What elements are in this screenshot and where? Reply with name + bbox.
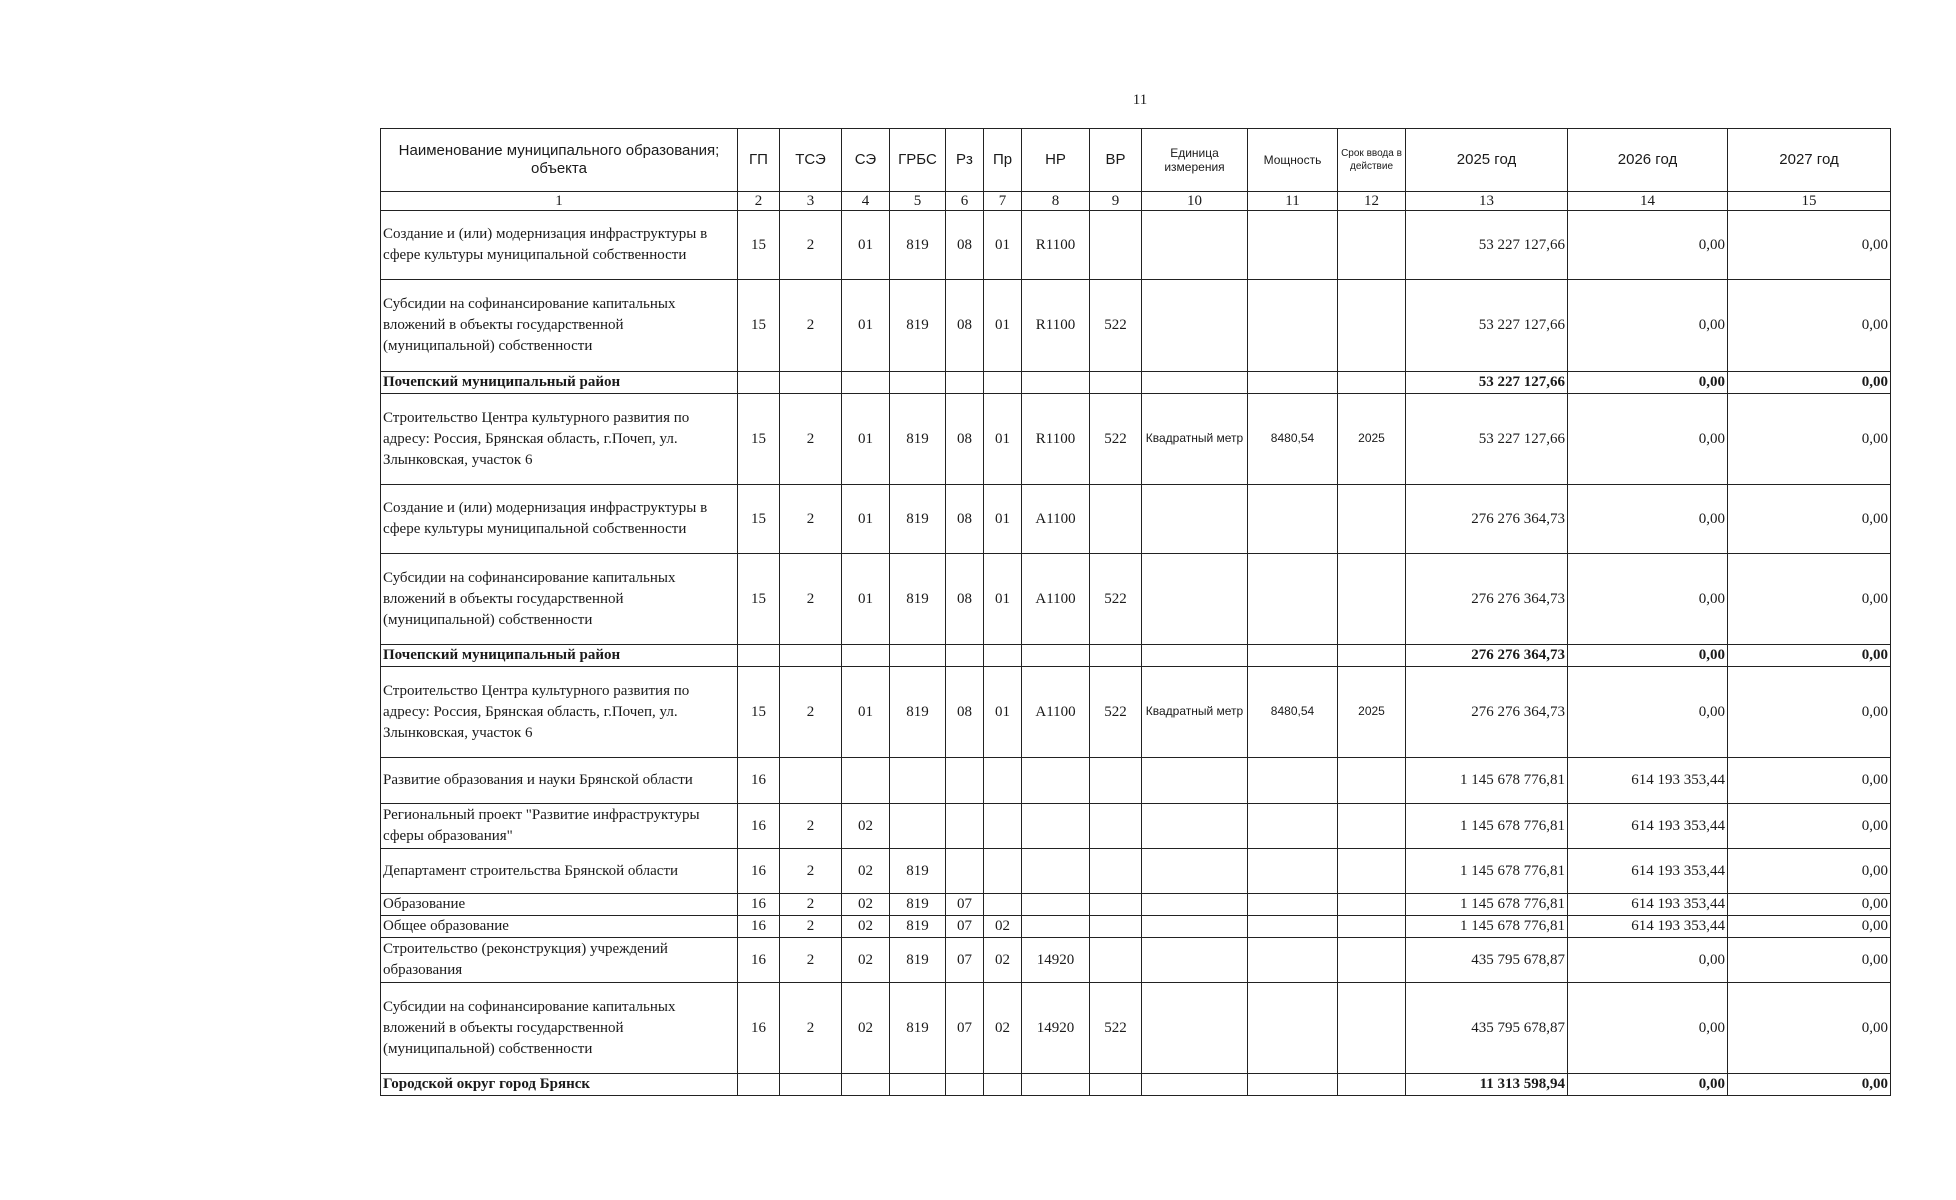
cell-term	[1338, 758, 1406, 804]
cell-2025: 53 227 127,66	[1406, 372, 1568, 394]
cell-2025: 53 227 127,66	[1406, 280, 1568, 372]
cell-tse: 2	[780, 894, 842, 916]
cell-nr	[1022, 758, 1090, 804]
cell-grbs: 819	[890, 938, 946, 983]
cell-tse	[780, 1074, 842, 1096]
cell-power	[1248, 849, 1338, 894]
cell-grbs: 819	[890, 983, 946, 1074]
cell-term	[1338, 211, 1406, 280]
cell-rz	[946, 804, 984, 849]
cell-2027: 0,00	[1728, 645, 1891, 667]
cell-gp: 15	[738, 280, 780, 372]
cell-nr: 14920	[1022, 938, 1090, 983]
cell-name: Создание и (или) модернизация инфраструктуры в сфере культуры муниципальной собственности	[381, 211, 738, 280]
table-row	[381, 211, 1891, 280]
cell-term	[1338, 372, 1406, 394]
cell-unit	[1142, 372, 1248, 394]
header-vr: ВР	[1090, 129, 1142, 192]
cell-tse: 2	[780, 804, 842, 849]
cell-pr: 02	[984, 983, 1022, 1074]
table-body	[381, 192, 1891, 1096]
cell-unit	[1142, 849, 1248, 894]
table-row	[381, 849, 1891, 894]
cell-rz: 07	[946, 983, 984, 1074]
cell-power	[1248, 938, 1338, 983]
cell-power	[1248, 804, 1338, 849]
cell-pr: 01	[984, 554, 1022, 645]
cell-nr	[1022, 894, 1090, 916]
cell-grbs: 819	[890, 211, 946, 280]
cell-2025: 1 145 678 776,81	[1406, 894, 1568, 916]
cell-2027: 0,00	[1728, 667, 1891, 758]
header-power: Мощность	[1248, 129, 1338, 192]
cell-unit	[1142, 894, 1248, 916]
cell-gp: 16	[738, 916, 780, 938]
cell-tse: 2	[780, 554, 842, 645]
column-number: 14	[1568, 192, 1728, 211]
cell-unit	[1142, 1074, 1248, 1096]
cell-2025: 435 795 678,87	[1406, 938, 1568, 983]
cell-vr: 522	[1090, 983, 1142, 1074]
cell-2026: 0,00	[1568, 372, 1728, 394]
cell-se: 01	[842, 394, 890, 485]
cell-name: Субсидии на софинансирование капитальных вложений в объекты государственной (муниципальной) собственности	[381, 280, 738, 372]
column-number: 13	[1406, 192, 1568, 211]
cell-rz: 08	[946, 554, 984, 645]
cell-nr: A1100	[1022, 667, 1090, 758]
cell-tse: 2	[780, 211, 842, 280]
cell-term: 2025	[1338, 394, 1406, 485]
cell-unit	[1142, 645, 1248, 667]
cell-se	[842, 758, 890, 804]
cell-grbs	[890, 804, 946, 849]
cell-2027: 0,00	[1728, 938, 1891, 983]
cell-2025: 1 145 678 776,81	[1406, 758, 1568, 804]
table-row	[381, 804, 1891, 849]
cell-rz: 08	[946, 485, 984, 554]
cell-tse: 2	[780, 916, 842, 938]
cell-2027: 0,00	[1728, 894, 1891, 916]
cell-term	[1338, 485, 1406, 554]
column-number: 10	[1142, 192, 1248, 211]
cell-2026: 614 193 353,44	[1568, 894, 1728, 916]
table-row	[381, 667, 1891, 758]
cell-2027: 0,00	[1728, 394, 1891, 485]
cell-pr	[984, 372, 1022, 394]
cell-name: Образование	[381, 894, 738, 916]
cell-vr	[1090, 849, 1142, 894]
cell-gp	[738, 645, 780, 667]
cell-nr: A1100	[1022, 554, 1090, 645]
cell-nr	[1022, 849, 1090, 894]
table-row	[381, 938, 1891, 983]
cell-pr	[984, 645, 1022, 667]
cell-power	[1248, 645, 1338, 667]
cell-2025: 1 145 678 776,81	[1406, 849, 1568, 894]
header-2027: 2027 год	[1728, 129, 1891, 192]
header-unit: Единица измерения	[1142, 129, 1248, 192]
cell-vr	[1090, 804, 1142, 849]
cell-2026: 0,00	[1568, 394, 1728, 485]
table-row	[381, 394, 1891, 485]
cell-vr: 522	[1090, 554, 1142, 645]
cell-name: Почепский муниципальный район	[381, 645, 738, 667]
cell-tse: 2	[780, 280, 842, 372]
cell-term: 2025	[1338, 667, 1406, 758]
cell-2027: 0,00	[1728, 554, 1891, 645]
cell-2027: 0,00	[1728, 916, 1891, 938]
cell-2027: 0,00	[1728, 758, 1891, 804]
cell-2026: 614 193 353,44	[1568, 758, 1728, 804]
header-row	[381, 129, 1891, 192]
cell-2027: 0,00	[1728, 804, 1891, 849]
cell-se: 02	[842, 916, 890, 938]
column-number: 1	[381, 192, 738, 211]
cell-rz: 08	[946, 394, 984, 485]
cell-tse	[780, 758, 842, 804]
cell-2026: 0,00	[1568, 485, 1728, 554]
cell-gp: 16	[738, 983, 780, 1074]
cell-se: 01	[842, 280, 890, 372]
cell-vr: 522	[1090, 667, 1142, 758]
cell-grbs: 819	[890, 554, 946, 645]
cell-unit: Квадратный метр	[1142, 394, 1248, 485]
cell-se	[842, 372, 890, 394]
cell-gp: 16	[738, 758, 780, 804]
cell-power	[1248, 1074, 1338, 1096]
cell-2026: 0,00	[1568, 1074, 1728, 1096]
cell-power	[1248, 485, 1338, 554]
column-number: 2	[738, 192, 780, 211]
cell-name: Городской округ город Брянск	[381, 1074, 738, 1096]
cell-2026: 0,00	[1568, 983, 1728, 1074]
cell-grbs: 819	[890, 916, 946, 938]
cell-2025: 1 145 678 776,81	[1406, 916, 1568, 938]
cell-term	[1338, 804, 1406, 849]
cell-power	[1248, 916, 1338, 938]
cell-unit	[1142, 758, 1248, 804]
cell-grbs: 819	[890, 849, 946, 894]
cell-nr: R1100	[1022, 280, 1090, 372]
column-number: 12	[1338, 192, 1406, 211]
cell-pr	[984, 1074, 1022, 1096]
header-name: Наименование муниципального образования; объекта	[381, 129, 738, 192]
cell-2026: 0,00	[1568, 667, 1728, 758]
cell-unit: Квадратный метр	[1142, 667, 1248, 758]
cell-2027: 0,00	[1728, 211, 1891, 280]
header-2026: 2026 год	[1568, 129, 1728, 192]
cell-pr	[984, 849, 1022, 894]
cell-2027: 0,00	[1728, 485, 1891, 554]
cell-se: 01	[842, 667, 890, 758]
cell-rz	[946, 758, 984, 804]
cell-rz	[946, 849, 984, 894]
cell-tse	[780, 372, 842, 394]
header-tse: ТСЭ	[780, 129, 842, 192]
cell-name: Региональный проект "Развитие инфраструктуры сферы образования"	[381, 804, 738, 849]
table-row	[381, 894, 1891, 916]
cell-gp: 15	[738, 211, 780, 280]
cell-2027: 0,00	[1728, 983, 1891, 1074]
cell-vr	[1090, 1074, 1142, 1096]
header-gp: ГП	[738, 129, 780, 192]
cell-vr	[1090, 372, 1142, 394]
cell-grbs	[890, 1074, 946, 1096]
cell-term	[1338, 983, 1406, 1074]
cell-unit	[1142, 280, 1248, 372]
cell-vr	[1090, 894, 1142, 916]
cell-vr	[1090, 645, 1142, 667]
cell-se: 01	[842, 211, 890, 280]
cell-vr	[1090, 916, 1142, 938]
cell-2027: 0,00	[1728, 372, 1891, 394]
cell-se	[842, 1074, 890, 1096]
cell-rz: 07	[946, 938, 984, 983]
cell-tse: 2	[780, 485, 842, 554]
header-grbs: ГРБС	[890, 129, 946, 192]
table-row	[381, 372, 1891, 394]
cell-vr: 522	[1090, 280, 1142, 372]
cell-pr: 02	[984, 938, 1022, 983]
cell-grbs: 819	[890, 667, 946, 758]
cell-term	[1338, 280, 1406, 372]
cell-unit	[1142, 938, 1248, 983]
cell-pr: 01	[984, 485, 1022, 554]
cell-rz	[946, 1074, 984, 1096]
cell-rz: 07	[946, 916, 984, 938]
cell-vr	[1090, 485, 1142, 554]
cell-vr: 522	[1090, 394, 1142, 485]
cell-se: 01	[842, 554, 890, 645]
cell-term	[1338, 916, 1406, 938]
cell-grbs: 819	[890, 394, 946, 485]
cell-unit	[1142, 916, 1248, 938]
cell-2025: 435 795 678,87	[1406, 983, 1568, 1074]
cell-2025: 1 145 678 776,81	[1406, 804, 1568, 849]
cell-term	[1338, 849, 1406, 894]
cell-nr: R1100	[1022, 394, 1090, 485]
cell-grbs	[890, 758, 946, 804]
cell-grbs	[890, 645, 946, 667]
cell-gp: 16	[738, 804, 780, 849]
cell-grbs	[890, 372, 946, 394]
table-row	[381, 916, 1891, 938]
cell-se: 02	[842, 938, 890, 983]
cell-nr: 14920	[1022, 983, 1090, 1074]
column-number: 5	[890, 192, 946, 211]
cell-tse: 2	[780, 938, 842, 983]
budget-table	[380, 128, 1891, 1096]
cell-vr	[1090, 758, 1142, 804]
cell-unit	[1142, 804, 1248, 849]
cell-term	[1338, 645, 1406, 667]
cell-grbs: 819	[890, 280, 946, 372]
cell-se: 02	[842, 804, 890, 849]
table-row	[381, 983, 1891, 1074]
cell-rz: 08	[946, 211, 984, 280]
cell-se: 01	[842, 485, 890, 554]
cell-2027: 0,00	[1728, 280, 1891, 372]
cell-rz: 07	[946, 894, 984, 916]
cell-gp: 15	[738, 667, 780, 758]
column-number: 8	[1022, 192, 1090, 211]
cell-pr: 01	[984, 280, 1022, 372]
column-number: 7	[984, 192, 1022, 211]
cell-tse: 2	[780, 849, 842, 894]
table-row	[381, 280, 1891, 372]
cell-se: 02	[842, 849, 890, 894]
cell-tse: 2	[780, 394, 842, 485]
cell-grbs: 819	[890, 894, 946, 916]
cell-vr	[1090, 938, 1142, 983]
cell-2026: 614 193 353,44	[1568, 804, 1728, 849]
header-term: Срок ввода в действие	[1338, 129, 1406, 192]
cell-2025: 276 276 364,73	[1406, 554, 1568, 645]
cell-term	[1338, 894, 1406, 916]
cell-2026: 614 193 353,44	[1568, 849, 1728, 894]
column-number: 11	[1248, 192, 1338, 211]
cell-gp: 15	[738, 554, 780, 645]
cell-nr	[1022, 804, 1090, 849]
cell-nr: A1100	[1022, 485, 1090, 554]
cell-2026: 0,00	[1568, 211, 1728, 280]
cell-tse: 2	[780, 983, 842, 1074]
cell-2026: 0,00	[1568, 554, 1728, 645]
cell-power	[1248, 372, 1338, 394]
column-number: 15	[1728, 192, 1891, 211]
cell-rz: 08	[946, 280, 984, 372]
cell-gp	[738, 1074, 780, 1096]
cell-2025: 276 276 364,73	[1406, 667, 1568, 758]
cell-name: Создание и (или) модернизация инфраструктуры в сфере культуры муниципальной собственности	[381, 485, 738, 554]
cell-gp: 16	[738, 894, 780, 916]
cell-gp: 15	[738, 485, 780, 554]
cell-2025: 53 227 127,66	[1406, 211, 1568, 280]
cell-power	[1248, 983, 1338, 1074]
cell-name: Строительство (реконструкция) учреждений образования	[381, 938, 738, 983]
cell-name: Строительство Центра культурного развития по адресу: Россия, Брянская область, г.Почеп, ул. Злынковская, участок 6	[381, 667, 738, 758]
cell-power: 8480,54	[1248, 394, 1338, 485]
cell-name: Общее образование	[381, 916, 738, 938]
cell-gp: 16	[738, 849, 780, 894]
cell-name: Департамент строительства Брянской области	[381, 849, 738, 894]
cell-power: 8480,54	[1248, 667, 1338, 758]
cell-pr	[984, 894, 1022, 916]
cell-2026: 0,00	[1568, 280, 1728, 372]
cell-2027: 0,00	[1728, 1074, 1891, 1096]
cell-unit	[1142, 983, 1248, 1074]
cell-name: Строительство Центра культурного развития по адресу: Россия, Брянская область, г.Почеп, ул. Злынковская, участок 6	[381, 394, 738, 485]
table-row	[381, 554, 1891, 645]
cell-term	[1338, 938, 1406, 983]
cell-power	[1248, 758, 1338, 804]
cell-pr	[984, 804, 1022, 849]
page-number: 11	[1132, 92, 1148, 108]
cell-2026: 0,00	[1568, 645, 1728, 667]
column-number: 3	[780, 192, 842, 211]
cell-2026: 614 193 353,44	[1568, 916, 1728, 938]
cell-power	[1248, 894, 1338, 916]
cell-pr: 02	[984, 916, 1022, 938]
column-number-row	[381, 192, 1891, 211]
cell-unit	[1142, 211, 1248, 280]
cell-unit	[1142, 485, 1248, 554]
cell-term	[1338, 1074, 1406, 1096]
table-row	[381, 758, 1891, 804]
cell-se: 02	[842, 983, 890, 1074]
cell-name: Почепский муниципальный район	[381, 372, 738, 394]
cell-gp: 16	[738, 938, 780, 983]
cell-grbs: 819	[890, 485, 946, 554]
cell-2025: 11 313 598,94	[1406, 1074, 1568, 1096]
cell-term	[1338, 554, 1406, 645]
cell-tse	[780, 645, 842, 667]
table-row	[381, 645, 1891, 667]
header-pr: Пр	[984, 129, 1022, 192]
cell-se: 02	[842, 894, 890, 916]
cell-2027: 0,00	[1728, 849, 1891, 894]
table-row	[381, 485, 1891, 554]
cell-tse: 2	[780, 667, 842, 758]
cell-power	[1248, 211, 1338, 280]
header-2025: 2025 год	[1406, 129, 1568, 192]
cell-rz	[946, 645, 984, 667]
cell-rz	[946, 372, 984, 394]
cell-unit	[1142, 554, 1248, 645]
cell-name: Субсидии на софинансирование капитальных вложений в объекты государственной (муниципальной) собственности	[381, 983, 738, 1074]
cell-vr	[1090, 211, 1142, 280]
cell-nr	[1022, 1074, 1090, 1096]
cell-se	[842, 645, 890, 667]
header-nr: НР	[1022, 129, 1090, 192]
cell-nr	[1022, 916, 1090, 938]
cell-rz: 08	[946, 667, 984, 758]
cell-power	[1248, 280, 1338, 372]
cell-2025: 276 276 364,73	[1406, 645, 1568, 667]
cell-gp: 15	[738, 394, 780, 485]
table-row	[381, 1074, 1891, 1096]
cell-name: Развитие образования и науки Брянской области	[381, 758, 738, 804]
column-number: 6	[946, 192, 984, 211]
cell-nr	[1022, 372, 1090, 394]
cell-2025: 53 227 127,66	[1406, 394, 1568, 485]
cell-pr	[984, 758, 1022, 804]
header-se: СЭ	[842, 129, 890, 192]
cell-nr	[1022, 645, 1090, 667]
header-rz: Рз	[946, 129, 984, 192]
cell-nr: R1100	[1022, 211, 1090, 280]
cell-name: Субсидии на софинансирование капитальных вложений в объекты государственной (муниципальной) собственности	[381, 554, 738, 645]
column-number: 9	[1090, 192, 1142, 211]
cell-power	[1248, 554, 1338, 645]
column-number: 4	[842, 192, 890, 211]
cell-2026: 0,00	[1568, 938, 1728, 983]
cell-pr: 01	[984, 211, 1022, 280]
cell-gp	[738, 372, 780, 394]
cell-pr: 01	[984, 394, 1022, 485]
cell-2025: 276 276 364,73	[1406, 485, 1568, 554]
cell-pr: 01	[984, 667, 1022, 758]
